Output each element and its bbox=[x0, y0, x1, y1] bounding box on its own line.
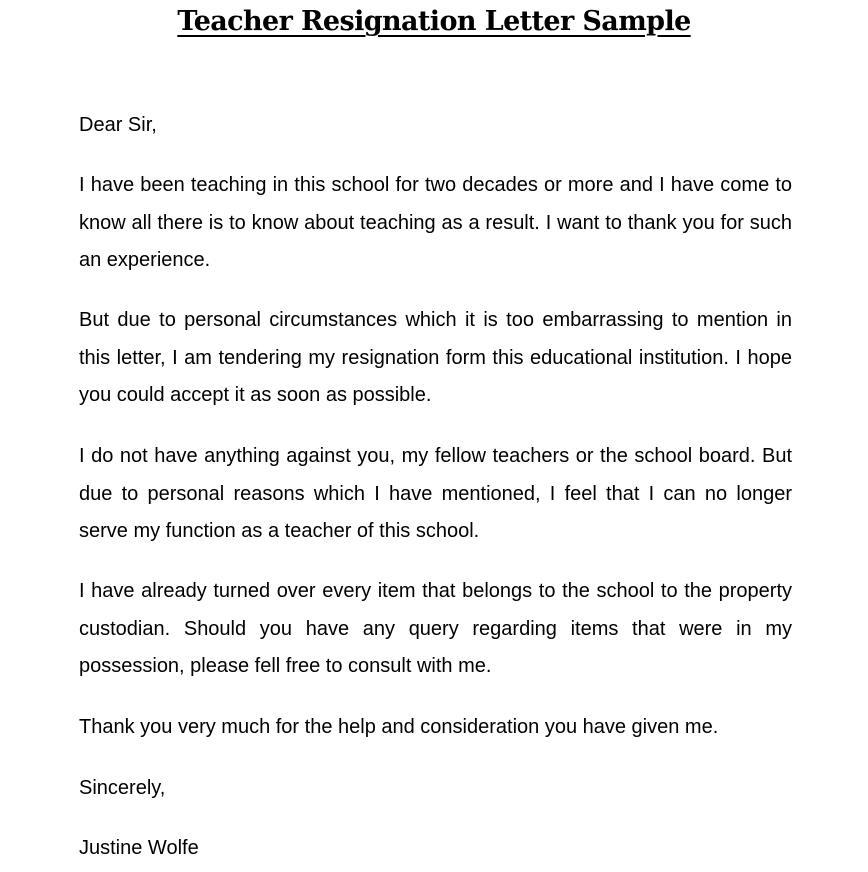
document-title-text: Teacher Resignation Letter Sample bbox=[177, 6, 691, 37]
signature: Justine Wolfe bbox=[79, 837, 199, 859]
paragraph-4: I have already turned over every item that belongs to the school to the property custodian. Should you have any query regarding items that were in my possession, please fell free to consult with me. bbox=[79, 580, 792, 677]
paragraph-3: I do not have anything against you, my fellow teachers or the school board. But due to personal reasons which I have mentioned, I feel that I can no longer serve my function as a teacher of this school. bbox=[79, 445, 792, 542]
salutation: Dear Sir, bbox=[79, 114, 157, 136]
paragraph-2: But due to personal circumstances which it is too embarrassing to mention in this letter, I am tendering my resignation form this educational institution. I hope you could accept it as soon as possible. bbox=[79, 309, 792, 406]
paragraph-5: Thank you very much for the help and consideration you have given me. bbox=[79, 716, 719, 738]
paragraph-1: I have been teaching in this school for two decades or more and I have come to know all there is to know about teaching as a result. I want to thank you for such an experience. bbox=[79, 174, 792, 271]
document-title bbox=[0, 2, 868, 42]
closing: Sincerely, bbox=[79, 777, 166, 799]
